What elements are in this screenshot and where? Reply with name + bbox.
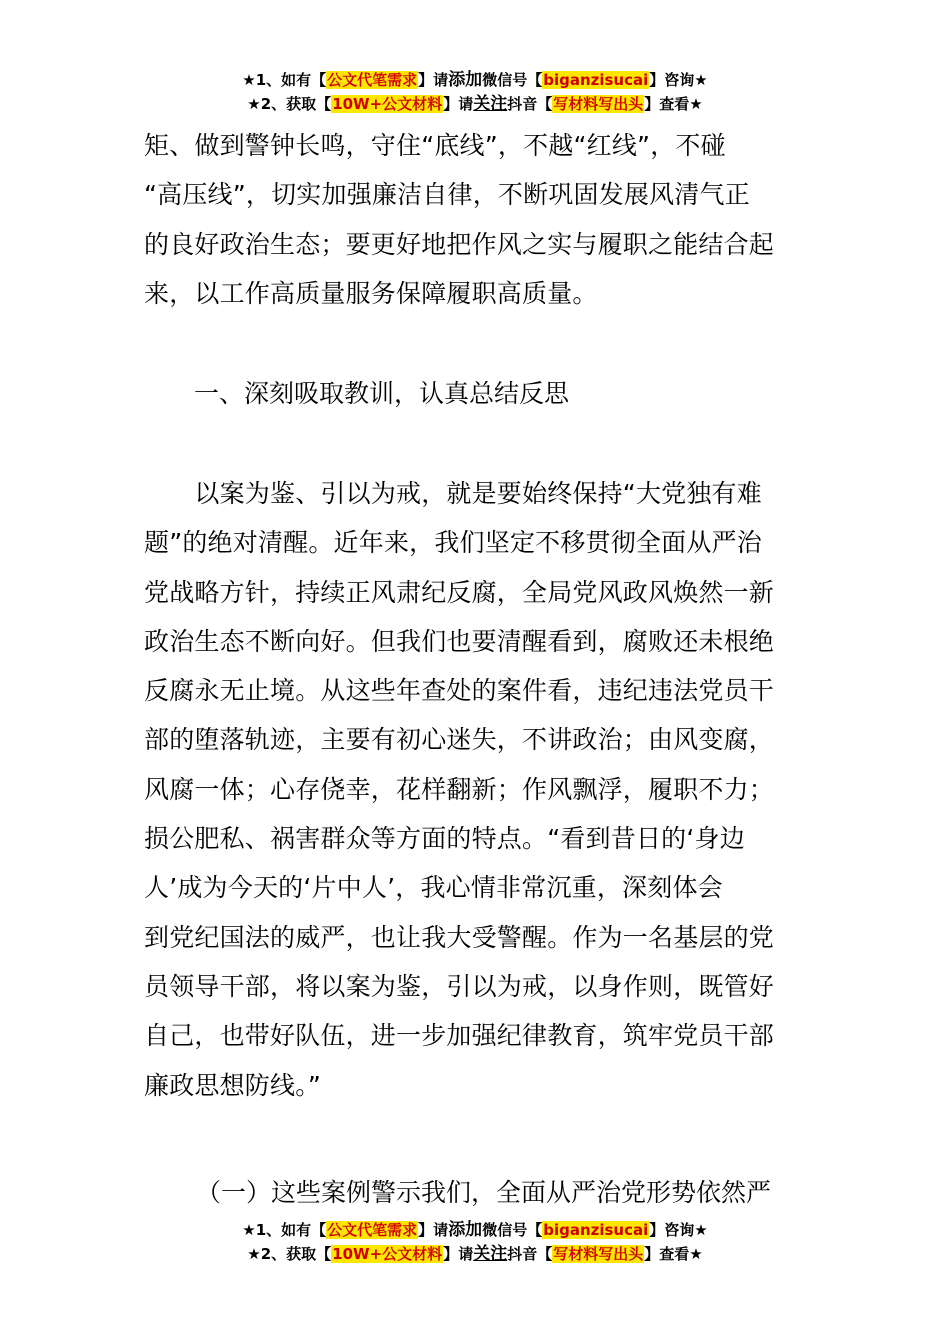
text-line: 损公肥私、祸害群众等方面的特点。“看到昔日的‘身边 (144, 824, 745, 854)
footer-promo-banner (0, 1218, 950, 1266)
text-line: 来，以工作高质量服务保障履职高质量。 (144, 278, 598, 308)
highlight-douyin-id: 写材料写出头 (553, 1245, 644, 1263)
text-line: 的良好政治生态；要更好地把作风之实与履职之能结合起 (144, 229, 775, 259)
text-line: 党战略方针，持续正风肃纪反腐，全局党风政风焕然一新 (144, 577, 775, 607)
paragraph-main (144, 469, 808, 1110)
highlight-materials: 10W+公文材料 (332, 95, 443, 113)
text-line: 部的堕落轨迹，主要有初心迷失，不讲政治；由风变腐， (144, 725, 775, 755)
text-line: 廉政思想防线。” (144, 1070, 322, 1100)
promo-line-1: ★1、如有【公文代笔需求】请添加微信号【biganzisucai】咨询★ (242, 1220, 708, 1240)
highlight-douyin-id: 写材料写出头 (553, 95, 644, 113)
text-line: 人’成为今天的‘片中人’，我心情非常沉重，深刻体会 (144, 873, 723, 903)
highlight-service: 公文代笔需求 (327, 71, 418, 89)
text-line: 到党纪国法的威严，也让我大受警醒。作为一名基层的党 (144, 922, 775, 952)
promo-line-1: ★1、如有【公文代笔需求】请添加微信号【biganzisucai】咨询★ (242, 70, 708, 90)
highlight-wechat-id: biganzisucai (543, 71, 649, 89)
text-line: 政治生态不断向好。但我们也要清醒看到，腐败还未根绝 (144, 626, 775, 656)
highlight-wechat-id: biganzisucai (543, 1221, 649, 1239)
highlight-materials: 10W+公文材料 (332, 1245, 443, 1263)
highlight-service: 公文代笔需求 (327, 1221, 418, 1239)
promo-line-2: ★2、获取【10W+公文材料】请关注抖音【写材料写出头】查看★ (247, 1244, 703, 1264)
promo-line-2: ★2、获取【10W+公文材料】请关注抖音【写材料写出头】查看★ (247, 94, 703, 114)
text-line: 风腐一体；心存侥幸，花样翻新；作风飘浮，履职不力； (144, 774, 775, 804)
section-subheading-1: （一）这些案例警示我们，全面从严治党形势依然严 (196, 1178, 772, 1207)
text-line: 自己，也带好队伍，进一步加强纪律教育，筑牢党员干部 (144, 1021, 775, 1051)
text-line: “高压线”，切实加强廉洁自律，不断巩固发展风清气正 (144, 180, 750, 210)
text-line: 题”的绝对清醒。近年来，我们坚定不移贯彻全面从严治 (144, 528, 762, 558)
text-line: 员领导干部，将以案为鉴，引以为戒，以身作则，既管好 (144, 971, 775, 1001)
text-line: 反腐永无止境。从这些年查处的案件看，违纪违法党员干 (144, 676, 775, 706)
text-line: 矩、做到警钟长鸣，守住“底线”，不越“红线”，不碰 (144, 131, 726, 160)
section-heading-1: 一、深刻吸取教训，认真总结反思 (194, 379, 570, 408)
paragraph-continuation (144, 121, 808, 318)
header-promo-banner (0, 68, 950, 116)
text-line: 以案为鉴、引以为戒，就是要始终保持“大党独有难 (144, 479, 762, 508)
